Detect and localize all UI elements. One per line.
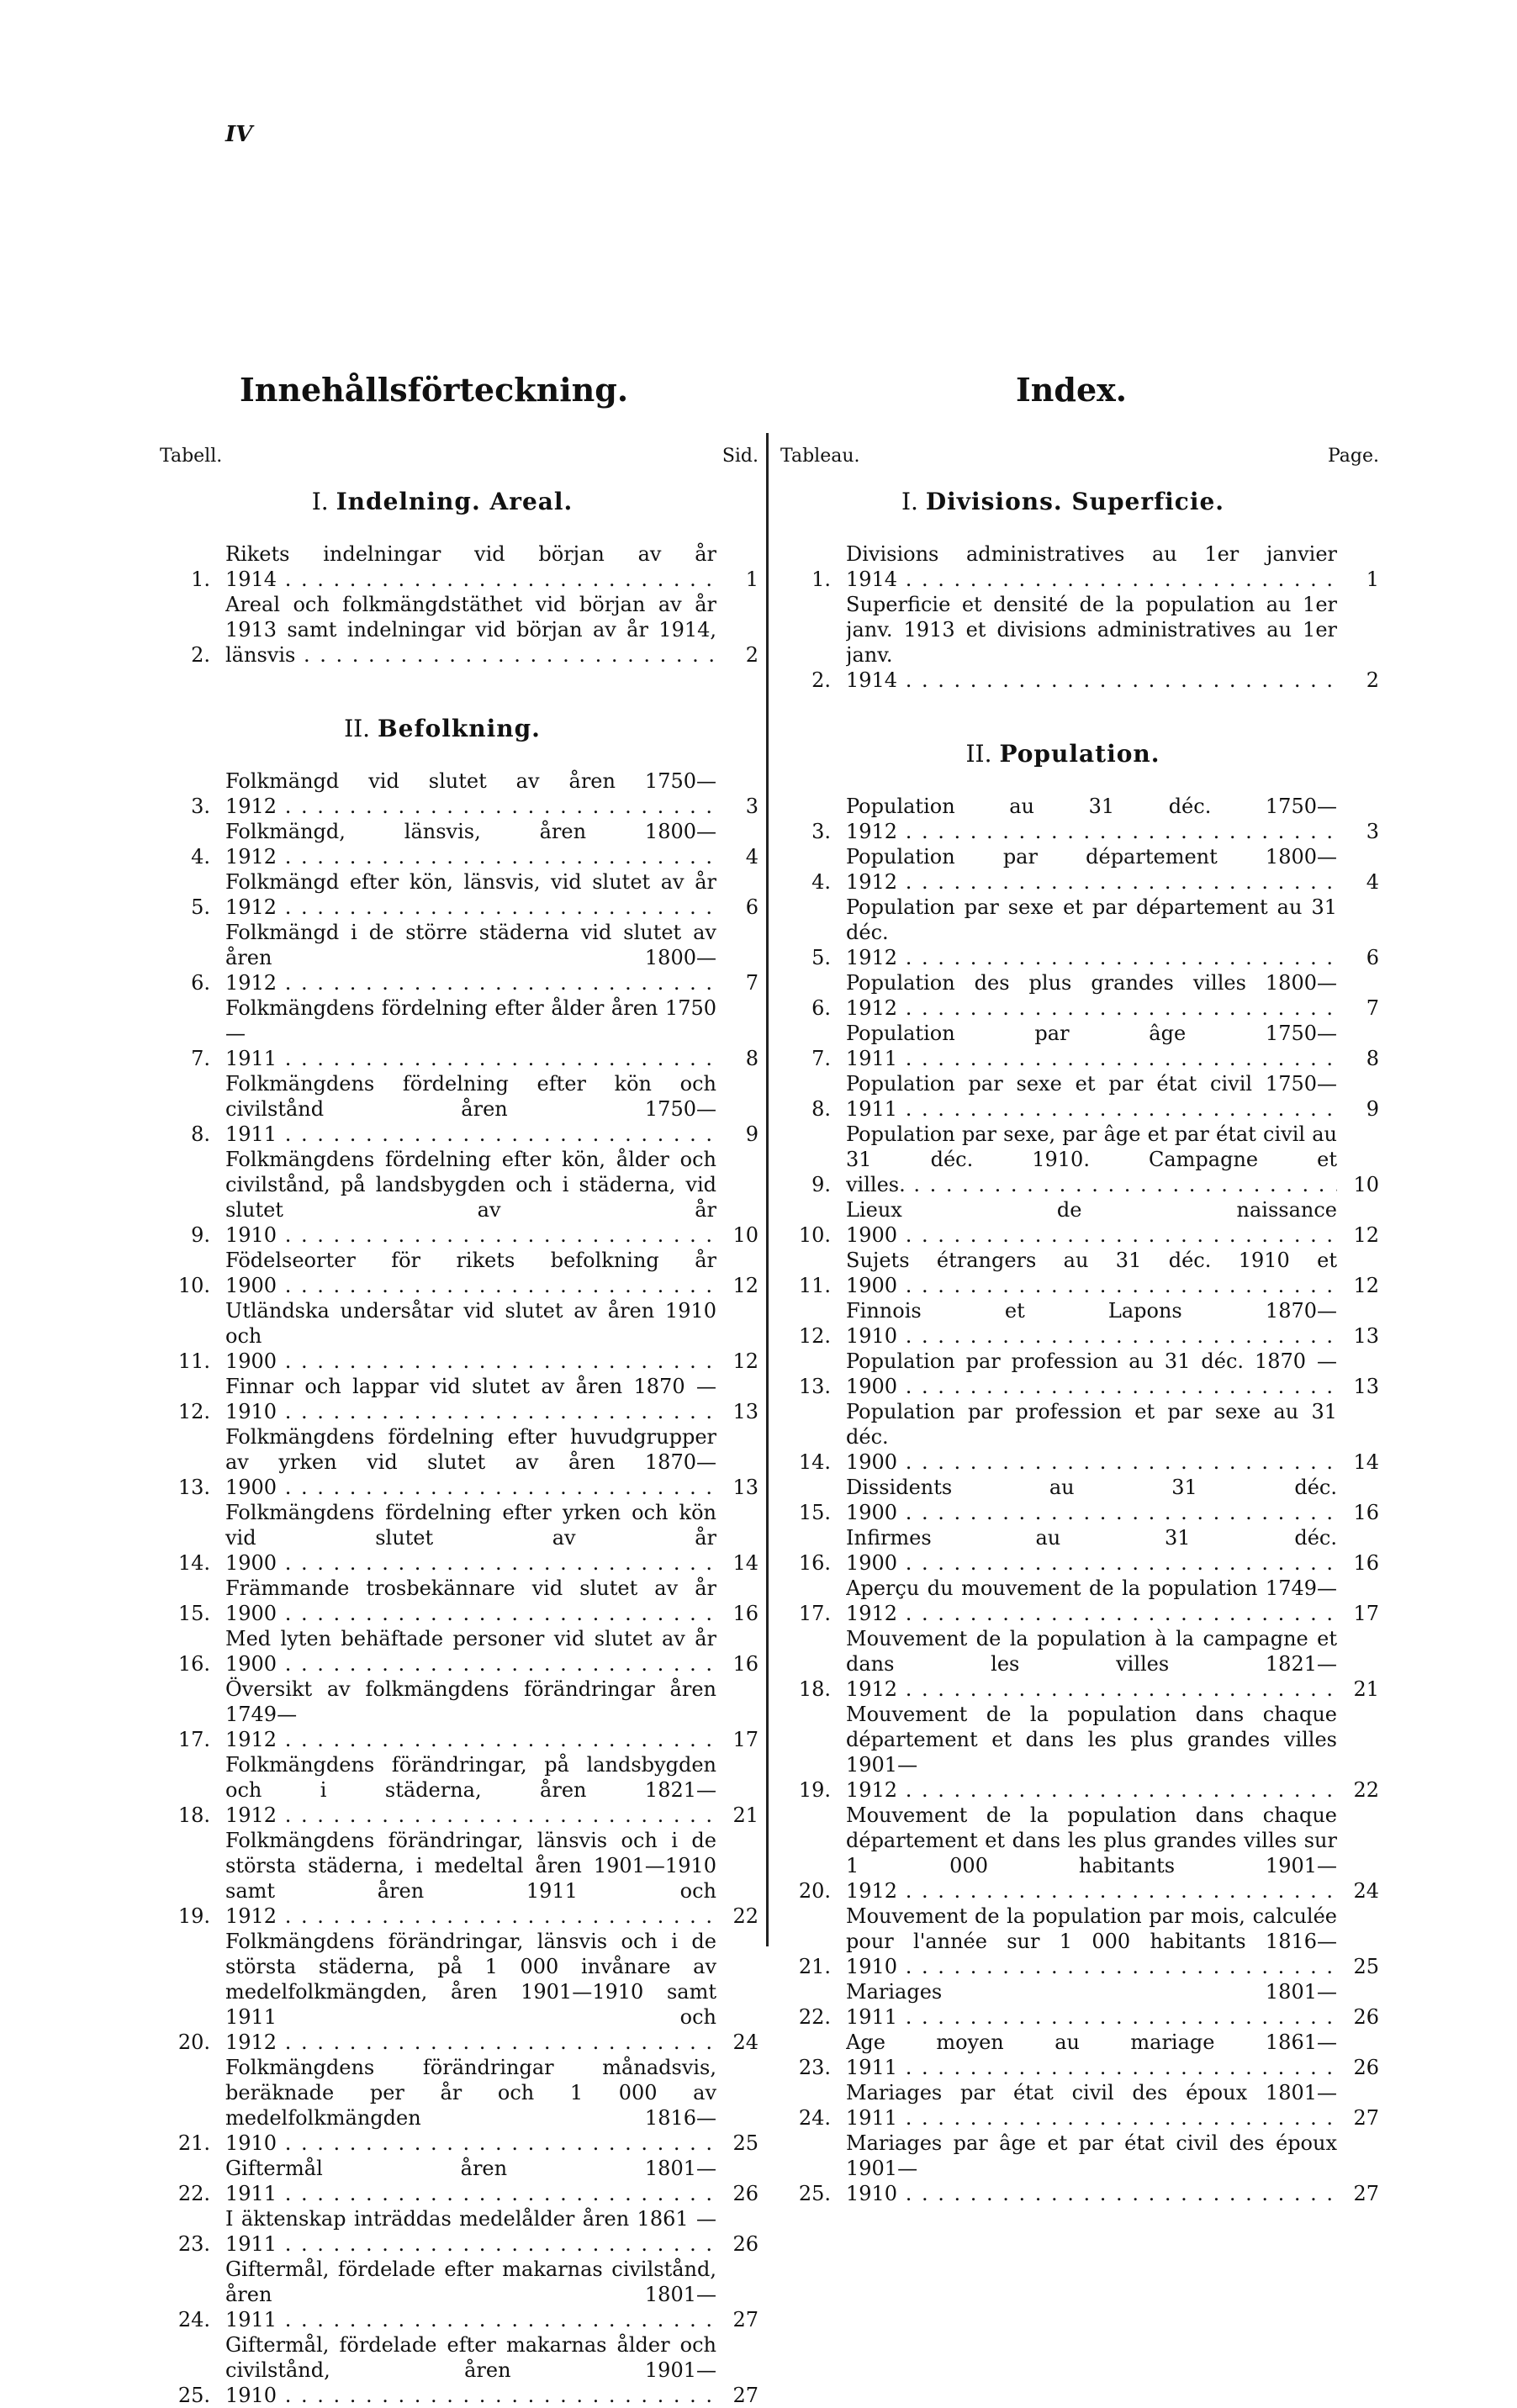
entry-number: 22. xyxy=(177,2182,210,2205)
toc-entry xyxy=(780,2131,1379,2206)
toc-entry xyxy=(160,2332,758,2408)
toc-entry xyxy=(780,1702,1379,1803)
entry-number: 8. xyxy=(811,1097,831,1121)
toc-entry xyxy=(160,1248,758,1298)
toc-entry xyxy=(780,895,1379,970)
entry-title: Folkmängd vid slutet av åren 1750—1912 . . . xyxy=(225,769,716,818)
entry-title: Folkmängdens förändringar månadsvis, beräknade per år och 1 000 av medelfolkmängden 1816—1910 . . . xyxy=(225,2056,716,2155)
entry-title: Aperçu du mouvement de la population 1749—1912 . . . xyxy=(846,1576,1337,1625)
entry-title: Infirmes au 31 déc. 1900 . . . xyxy=(846,1526,1337,1575)
toc-entry xyxy=(160,1752,758,1828)
entry-number: 8. xyxy=(191,1122,210,1146)
entry-number: 9. xyxy=(811,1173,831,1196)
entry-title: Mouvement de la population dans chaque département et dans les plus grandes villes 1901—1912 . . . xyxy=(846,1703,1337,1802)
entry-title: Population par sexe et par état civil 1750—1911 . . . xyxy=(846,1072,1337,1121)
entry-title: Dissidents au 31 déc. 1900 . . . xyxy=(846,1476,1337,1524)
toc-entry xyxy=(160,2055,758,2156)
column-header-row xyxy=(780,446,1379,474)
toc-entry xyxy=(160,1071,758,1147)
toc-entry xyxy=(780,1475,1379,1525)
column-divider xyxy=(766,433,769,1946)
toc-entry xyxy=(780,541,1379,592)
toc-entry xyxy=(780,1248,1379,1298)
toc-entry xyxy=(780,1021,1379,1071)
entry-number: 7. xyxy=(811,1047,831,1070)
toc-entry xyxy=(780,1979,1379,2030)
entry-number: 20. xyxy=(798,1879,831,1903)
entry-page-number: 17 xyxy=(732,1728,758,1751)
entry-page-number: 8 xyxy=(1366,1047,1379,1070)
entry-number: 9. xyxy=(191,1223,210,1247)
entry-title: Finnois et Lapons 1870—1910 . . . xyxy=(846,1299,1337,1348)
entry-page-number: 14 xyxy=(732,1551,758,1575)
entry-page-number: 21 xyxy=(732,1803,758,1827)
section-roman-numeral: I. xyxy=(311,488,329,515)
entry-title: Population des plus grandes villes 1800—1912 . . . xyxy=(846,971,1337,1020)
toc-entry xyxy=(160,1677,758,1752)
toc-entry xyxy=(780,1399,1379,1475)
entry-title: Folkmängdens fördelning efter ålder åren 1750—1911 . . . xyxy=(225,996,716,1070)
toc-entry xyxy=(780,1197,1379,1248)
toc-entry xyxy=(160,1828,758,1929)
entry-number: 13. xyxy=(177,1476,210,1499)
entry-page-number: 27 xyxy=(1353,2106,1379,2130)
entry-number: 13. xyxy=(798,1375,831,1398)
entry-number: 2. xyxy=(191,643,210,667)
entry-title: I äktenskap inträddas medelålder åren 1861 —1911 . . . xyxy=(225,2207,716,2256)
entry-title: Population par profession au 31 déc. 1870 —1900 . . . xyxy=(846,1349,1337,1398)
entry-title: Mariages par état civil des époux 1801—1911 . . . xyxy=(846,2081,1337,2130)
entry-title: Population par âge 1750—1911 . . . xyxy=(846,1022,1337,1070)
entry-page-number: 13 xyxy=(1353,1324,1379,1348)
contents-french xyxy=(780,370,1379,2206)
entry-number: 18. xyxy=(177,1803,210,1827)
section-heading xyxy=(160,488,758,516)
entry-page-number: 24 xyxy=(1353,1879,1379,1903)
entry-page-number: 13 xyxy=(1353,1375,1379,1398)
entry-number: 25. xyxy=(798,2182,831,2205)
entry-page-number: 21 xyxy=(1353,1677,1379,1701)
entry-number: 7. xyxy=(191,1047,210,1070)
entry-title: Giftermål, fördelade efter makarnas civilstånd, åren 1801—1911 . . . xyxy=(225,2258,716,2331)
entry-page-number: 12 xyxy=(732,1349,758,1373)
entry-page-number: 9 xyxy=(1366,1097,1379,1121)
entry-number: 6. xyxy=(811,996,831,1020)
entry-title: Giftermål åren 1801—1911 . . . xyxy=(225,2157,716,2205)
entry-title: Folkmängdens förändringar, på landsbygden och i städerna, åren 1821—1912 . . . xyxy=(225,1753,716,1827)
entry-page-number: 26 xyxy=(732,2182,758,2205)
entry-number: 16. xyxy=(798,1551,831,1575)
section-roman-numeral: I. xyxy=(901,488,918,515)
section-heading xyxy=(160,715,758,743)
toc-entry xyxy=(160,592,758,668)
entry-page-number: 27 xyxy=(1353,2182,1379,2205)
entry-page-number: 8 xyxy=(745,1047,758,1070)
entry-title: Divisions administratives au 1er janvier 1914 . . . xyxy=(846,542,1337,591)
entry-title: Age moyen au mariage 1861—1911 . . . xyxy=(846,2030,1337,2079)
entry-number: 19. xyxy=(798,1778,831,1802)
entry-title: Population par sexe et par département au 31 déc. 1912 . . . xyxy=(846,895,1337,969)
entry-page-number: 3 xyxy=(745,795,758,818)
entry-page-number: 1 xyxy=(1366,568,1379,591)
entry-page-number: 7 xyxy=(745,971,758,995)
entry-page-number: 16 xyxy=(1353,1551,1379,1575)
entry-page-number: 9 xyxy=(745,1122,758,1146)
entry-number: 4. xyxy=(811,870,831,894)
table-column-label: Tableau. xyxy=(780,446,860,467)
toc-entry xyxy=(780,1349,1379,1399)
entry-page-number: 12 xyxy=(1353,1274,1379,1297)
entry-number: 22. xyxy=(798,2005,831,2029)
column-header-row xyxy=(160,446,758,474)
entry-page-number: 24 xyxy=(732,2030,758,2054)
entry-page-number: 13 xyxy=(732,1400,758,1423)
entry-page-number: 6 xyxy=(1366,946,1379,969)
section-heading xyxy=(780,740,1379,768)
entry-title: Mouvement de la population par mois, calculée pour l'année sur 1 000 habitants 1816—1910 . . . xyxy=(846,1904,1337,1978)
entry-number: 2. xyxy=(811,668,831,692)
entry-title: Folkmängdens förändringar, länsvis och i de största städerna, i medeltal åren 1901—1910 samt åren 1911 och 1912 . . . xyxy=(225,1829,716,1928)
entry-number: 10. xyxy=(798,1223,831,1247)
entry-title: Folkmängdens fördelning efter yrken och kön vid slutet av år 1900 . . . xyxy=(225,1501,716,1575)
table-column-label: Tabell. xyxy=(160,446,223,467)
toc-entry xyxy=(160,1500,758,1576)
toc-entry xyxy=(160,1626,758,1677)
entry-page-number: 2 xyxy=(745,643,758,667)
entry-title: Mariages par âge et par état civil des époux 1901—1910 . . . xyxy=(846,2131,1337,2205)
entry-number: 25. xyxy=(177,2384,210,2407)
entry-page-number: 16 xyxy=(732,1652,758,1676)
section-name: Befolkning. xyxy=(378,715,541,742)
section-heading xyxy=(780,488,1379,516)
toc-entry xyxy=(160,1929,758,2055)
entry-title: Population au 31 déc. 1750—1912 . . . xyxy=(846,795,1337,843)
toc-entry xyxy=(780,592,1379,693)
entry-number: 24. xyxy=(177,2308,210,2331)
section-roman-numeral: II. xyxy=(344,715,371,742)
toc-entry xyxy=(780,970,1379,1021)
entry-page-number: 12 xyxy=(732,1274,758,1297)
toc-entry xyxy=(780,1525,1379,1576)
entry-number: 12. xyxy=(798,1324,831,1348)
entry-number: 20. xyxy=(177,2030,210,2054)
entry-title: Population par département 1800—1912 . . . xyxy=(846,845,1337,894)
entry-page-number: 10 xyxy=(732,1223,758,1247)
toc-entry xyxy=(160,2257,758,2332)
entry-number: 18. xyxy=(798,1677,831,1701)
entry-page-number: 25 xyxy=(732,2131,758,2155)
entry-title: Folkmängdens fördelning efter huvudgrupper av yrken vid slutet av åren 1870—1900 . . . xyxy=(225,1425,716,1499)
entry-title: Finnar och lappar vid slutet av åren 1870 —1910 . . . xyxy=(225,1375,716,1423)
toc-entry xyxy=(780,794,1379,844)
entry-title: Födelseorter för rikets befolkning år 1900 . . . xyxy=(225,1249,716,1297)
entry-number: 21. xyxy=(177,2131,210,2155)
toc-entry xyxy=(160,2206,758,2257)
index-title: Index. xyxy=(1015,371,1128,409)
entry-page-number: 27 xyxy=(732,2384,758,2407)
page-column-label: Sid. xyxy=(722,446,758,467)
entry-number: 16. xyxy=(177,1652,210,1676)
entry-number: 11. xyxy=(177,1349,210,1373)
entry-page-number: 3 xyxy=(1366,820,1379,843)
toc-entry xyxy=(160,1424,758,1500)
entry-title: Population par sexe, par âge et par état civil au 31 déc. 1910. Campagne et villes. . . . xyxy=(846,1122,1337,1196)
entry-page-number: 13 xyxy=(732,1476,758,1499)
entry-page-number: 26 xyxy=(1353,2056,1379,2079)
entry-page-number: 22 xyxy=(732,1904,758,1928)
toc-entry xyxy=(780,2030,1379,2080)
toc-entry xyxy=(160,819,758,869)
entry-title: Utländska undersåtar vid slutet av åren 1910 och 1900 . . . xyxy=(225,1299,716,1373)
contents-title: Innehållsförteckning. xyxy=(239,371,629,409)
toc-entry xyxy=(780,1576,1379,1626)
entry-number: 1. xyxy=(811,568,831,591)
section-name: Indelning. Areal. xyxy=(336,488,574,515)
page-number: IV xyxy=(225,122,253,147)
entry-title: Översikt av folkmängdens förändringar åren 1749—1912 . . . xyxy=(225,1677,716,1751)
contents-sections xyxy=(160,488,758,2408)
entry-page-number: 1 xyxy=(745,568,758,591)
toc-entry xyxy=(780,1803,1379,1904)
entry-page-number: 25 xyxy=(1353,1955,1379,1978)
entry-number: 5. xyxy=(191,895,210,919)
page-column-label: Page. xyxy=(1327,446,1379,467)
entry-title: Sujets étrangers au 31 déc. 1910 et 1900 . . . xyxy=(846,1249,1337,1297)
entry-title: Areal och folkmängdstäthet vid början av år 1913 samt indelningar vid början av år 1914, länsvis . . . xyxy=(225,593,716,667)
entry-number: 19. xyxy=(177,1904,210,1928)
entry-number: 14. xyxy=(798,1450,831,1474)
entry-page-number: 27 xyxy=(732,2308,758,2331)
entry-title: Folkmängdens fördelning efter kön och civilstånd åren 1750—1911 . . . xyxy=(225,1072,716,1146)
entry-title: Med lyten behäftade personer vid slutet av år 1900 . . . xyxy=(225,1627,716,1676)
entry-title: Folkmängd efter kön, länsvis, vid slutet av år 1912 . . . xyxy=(225,870,716,919)
toc-entry xyxy=(160,1298,758,1374)
entry-number: 3. xyxy=(191,795,210,818)
entry-page-number: 26 xyxy=(1353,2005,1379,2029)
entry-title: Superficie et densité de la population au 1er janv. 1913 et divisions administratives au 1er janv. 1914 . . . xyxy=(846,593,1337,692)
entry-number: 23. xyxy=(177,2232,210,2256)
index-sections xyxy=(780,488,1379,2206)
toc-entry xyxy=(160,541,758,592)
toc-entry xyxy=(160,995,758,1071)
entry-page-number: 12 xyxy=(1353,1223,1379,1247)
entry-number: 17. xyxy=(177,1728,210,1751)
entry-title: Mariages 1801—1911 . . . xyxy=(846,1980,1337,2029)
toc-entry xyxy=(160,920,758,995)
entry-number: 3. xyxy=(811,820,831,843)
entry-title: Giftermål, fördelade efter makarnas ålder och civilstånd, åren 1901—1910 . . . xyxy=(225,2333,716,2407)
toc-entry xyxy=(160,869,758,920)
entry-title: Folkmängd, länsvis, åren 1800—1912 . . . xyxy=(225,820,716,869)
entry-number: 5. xyxy=(811,946,831,969)
toc-entry xyxy=(160,1576,758,1626)
entry-page-number: 17 xyxy=(1353,1602,1379,1625)
entry-number: 23. xyxy=(798,2056,831,2079)
entry-title: Folkmängdens förändringar, länsvis och i de största städerna, på 1 000 invånare av medelfolkmängden, åren 1901—1910 samt 1911 och 1912 . . . xyxy=(225,1930,716,2054)
entry-page-number: 6 xyxy=(745,895,758,919)
entry-number: 12. xyxy=(177,1400,210,1423)
entry-page-number: 7 xyxy=(1366,996,1379,1020)
entry-page-number: 14 xyxy=(1353,1450,1379,1474)
entry-page-number: 10 xyxy=(1353,1173,1379,1196)
entry-number: 15. xyxy=(177,1602,210,1625)
toc-entry xyxy=(780,1298,1379,1349)
section-roman-numeral: II. xyxy=(965,740,992,768)
entry-number: 4. xyxy=(191,845,210,869)
toc-entry xyxy=(160,1374,758,1424)
entry-page-number: 4 xyxy=(1366,870,1379,894)
toc-entry xyxy=(780,844,1379,895)
entry-title: Folkmängd i de större städerna vid slutet av åren 1800—1912 . . . xyxy=(225,921,716,995)
entry-number: 17. xyxy=(798,1602,831,1625)
entry-title: Mouvement de la population dans chaque département et dans les plus grandes villes sur 1 000 habitants 1901—1912 . . . xyxy=(846,1803,1337,1903)
toc-entry xyxy=(160,2156,758,2206)
entry-number: 24. xyxy=(798,2106,831,2130)
toc-entry xyxy=(780,1122,1379,1197)
entry-title: Rikets indelningar vid början av år 1914 . . . xyxy=(225,542,716,591)
entry-page-number: 4 xyxy=(745,845,758,869)
section-name: Divisions. Superficie. xyxy=(925,488,1225,515)
toc-entry xyxy=(780,1904,1379,1979)
toc-entry xyxy=(780,1626,1379,1702)
section-name: Population. xyxy=(999,740,1160,768)
entry-page-number: 16 xyxy=(732,1602,758,1625)
toc-entry xyxy=(780,1071,1379,1122)
entry-title: Folkmängdens fördelning efter kön, ålder och civilstånd, på landsbygden och i städerna, vid slutet av år 1910 . . . xyxy=(225,1148,716,1247)
entry-number: 1. xyxy=(191,568,210,591)
entry-title: Främmande trosbekännare vid slutet av år 1900 . . . xyxy=(225,1576,716,1625)
entry-number: 6. xyxy=(191,971,210,995)
entry-number: 14. xyxy=(177,1551,210,1575)
entry-number: 11. xyxy=(798,1274,831,1297)
entry-page-number: 16 xyxy=(1353,1501,1379,1524)
entry-title: Mouvement de la population à la campagne et dans les villes 1821—1912 . . . xyxy=(846,1627,1337,1701)
toc-entry xyxy=(160,768,758,819)
entry-number: 15. xyxy=(798,1501,831,1524)
toc-entry xyxy=(780,2080,1379,2131)
entry-page-number: 2 xyxy=(1366,668,1379,692)
toc-entry xyxy=(160,1147,758,1248)
entry-title: Population par profession et par sexe au 31 déc. 1900 . . . xyxy=(846,1400,1337,1474)
entry-number: 21. xyxy=(798,1955,831,1978)
entry-page-number: 26 xyxy=(732,2232,758,2256)
entry-number: 10. xyxy=(177,1274,210,1297)
entry-page-number: 22 xyxy=(1353,1778,1379,1802)
contents-swedish xyxy=(160,370,758,2408)
entry-title: Lieux de naissance 1900 . . . xyxy=(846,1198,1337,1247)
